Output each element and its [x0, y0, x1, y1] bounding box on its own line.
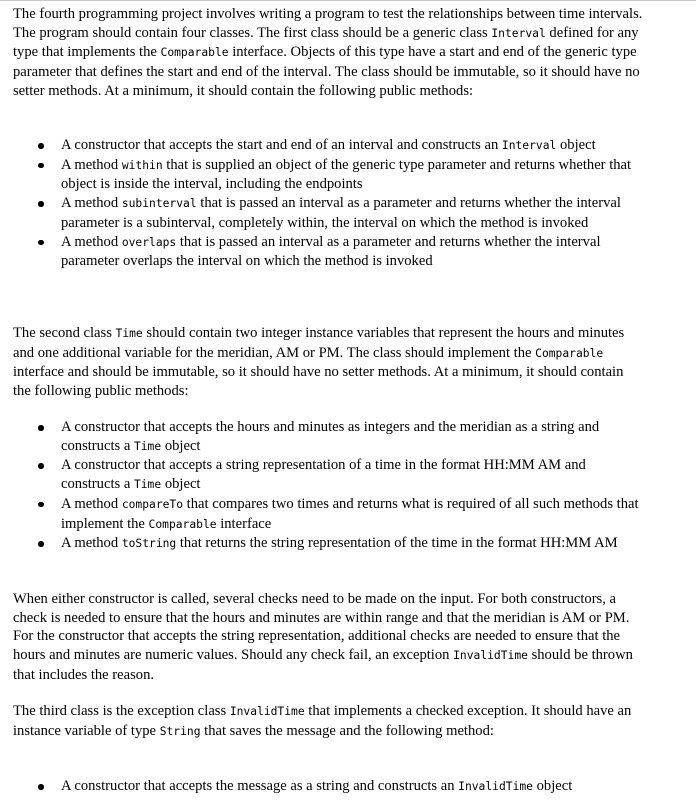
text-run: A constructor that accepts the start and end of an interval and constructs an [61, 137, 502, 153]
invalidtime-methods-list [0, 777, 643, 797]
paragraph-interval-intro [13, 5, 643, 101]
list-item [0, 136, 643, 156]
text-run: The second class [13, 325, 116, 341]
bullet-icon [38, 463, 44, 469]
code-term: Comparable [148, 517, 217, 531]
text-run: A constructor that accepts the hours and minutes as integers and the meridian as a string and constructs a [61, 419, 600, 454]
text-run: that is passed an interval as a parameter and returns whether the interval parameter overlaps the interval on which the method is invoked [61, 233, 601, 270]
code-term: subinterval [121, 197, 197, 211]
bullet-icon [38, 163, 44, 169]
text-run: that compares two times and returns what is required of all such methods that implement the [61, 495, 639, 532]
code-term: within [121, 158, 163, 172]
text-run: object [161, 476, 201, 493]
text-run: A constructor that accepts a string representation of a time in the format HH:MM AM and constructs a [61, 457, 586, 493]
text-run: interface [216, 515, 272, 532]
list-item [0, 156, 643, 194]
bullet-icon [38, 201, 44, 207]
text-run: A method [61, 495, 122, 512]
text-run: that is passed an interval as a parameter and returns whether the interval parameter is a subinterval, completely within, the interval on which the method is invoked [61, 195, 621, 231]
text-run: A method [61, 156, 122, 173]
text-run: should be thrown that includes the reason. [13, 647, 633, 683]
paragraph-invalidtime-intro [13, 702, 643, 741]
code-term: Time [115, 327, 143, 340]
bullet-icon [38, 143, 44, 149]
text-run: object [532, 778, 573, 794]
code-term: InvalidTime [453, 649, 528, 663]
text-run: that is supplied an object of the generic type parameter and returns whether that object is inside the interval, including the endpoints [61, 156, 632, 193]
text-run: defined for any type that implements the [13, 24, 639, 61]
list-item [0, 233, 643, 271]
list-item [0, 194, 643, 232]
text-run: A constructor that accepts the message as a string and constructs an [61, 778, 459, 794]
list-item [0, 456, 643, 494]
bullet-icon [38, 784, 44, 790]
text-run: A method [61, 535, 122, 552]
interval-methods-list [0, 136, 643, 271]
list-item [0, 534, 643, 554]
text-run: When either constructor is called, several checks need to be made on the input. For both constructors, a check is needed to ensure that the hours and minutes are within range and that the meridian is AM or PM. For the constructor that accepts the string representation, additional checks are needed to ensure that the hours and minutes are numeric values. Should any check fail, an exception [13, 591, 630, 664]
code-term: Time [133, 478, 162, 492]
text-run: should contain two integer instance variables that represent the hours and minutes and one additional variable for the meridian, AM or PM. The class should implement the [13, 325, 625, 361]
text-run: that saves the message and the following method: [200, 722, 494, 739]
code-term: Interval [501, 139, 557, 152]
text-run: object [556, 137, 596, 153]
time-methods-list [0, 418, 643, 554]
paragraph-time-intro [13, 324, 643, 401]
code-term: compareTo [121, 497, 184, 511]
code-term: Comparable [160, 46, 229, 60]
list-item [0, 418, 643, 456]
code-term: Comparable [535, 346, 604, 360]
code-term: InvalidTime [458, 780, 533, 793]
code-term: overlaps [121, 235, 177, 249]
code-term: toString [121, 537, 177, 551]
text-run: A method [61, 195, 122, 212]
text-run: The fourth programming project involves writing a program to test the relationships between time intervals. The program should contain four classes. The first class should be a generic class [13, 6, 643, 41]
code-term: String [159, 724, 201, 738]
bullet-icon [38, 425, 44, 431]
bullet-icon [38, 502, 44, 508]
list-item [0, 495, 643, 534]
list-item [0, 777, 643, 797]
bullet-icon [38, 240, 44, 246]
text-run: interface. Objects of this type have a start and end of the generic type parameter that defines the start and end of the interval. The class should be immutable, so it should have no setter methods. At a minimum, it should contain the following public methods: [13, 44, 640, 99]
code-term: InvalidTime [229, 705, 305, 718]
text-run: interface and should be immutable, so it should have no setter methods. At a minimum, it should contain the following public methods: [13, 364, 624, 400]
text-run: object [161, 437, 201, 454]
text-run: that returns the string representation of the time in the format HH:MM AM [176, 535, 618, 552]
code-term: Time [133, 439, 162, 453]
paragraph-constructor-checks [13, 590, 643, 685]
bullet-icon [38, 541, 44, 547]
text-run: The third class is the exception class [13, 703, 230, 719]
text-run: A method [61, 233, 122, 250]
text-run: that implements a checked exception. It should have an instance variable of type [13, 703, 632, 739]
code-term: Interval [491, 26, 546, 40]
